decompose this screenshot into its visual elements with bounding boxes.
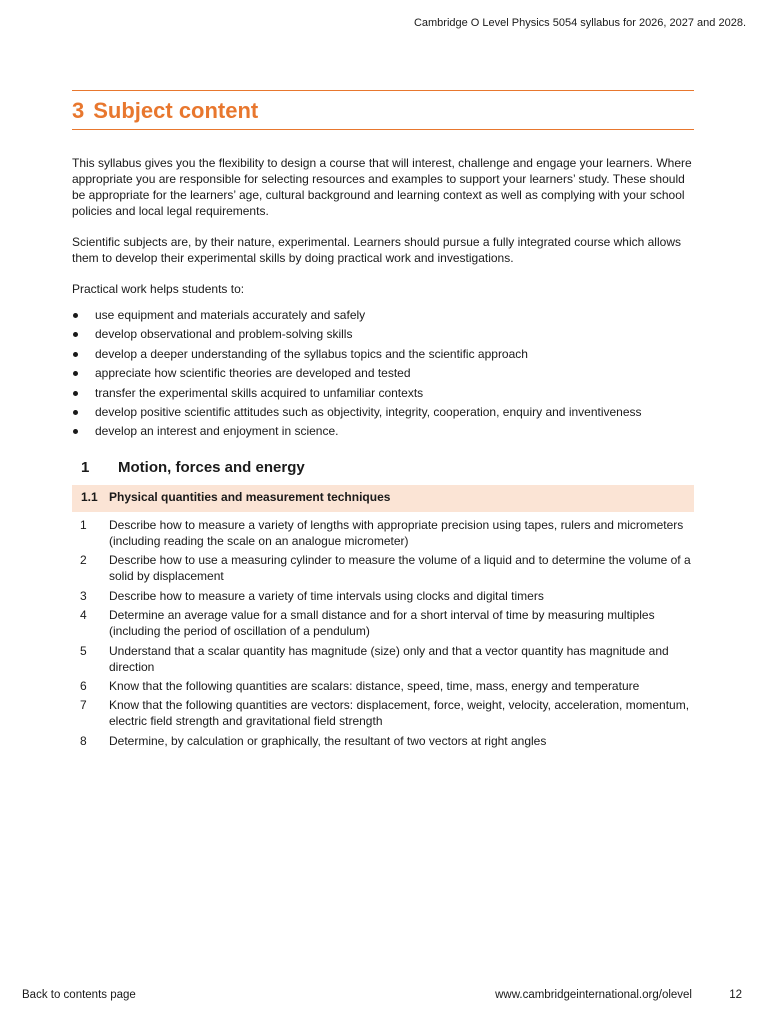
- objective-row: [72, 733, 694, 749]
- bullet-icon: [73, 371, 78, 376]
- bullet-icon: [73, 410, 78, 415]
- list-item: [72, 423, 698, 439]
- objective-text: Describe how to use a measuring cylinder to measure the volume of a liquid and to determine the volume of a solid by displacement: [109, 553, 691, 584]
- objective-row: [72, 552, 694, 584]
- topic-title: Motion, forces and energy: [118, 459, 305, 476]
- subtopic-title: Physical quantities and measurement techniques: [109, 490, 391, 504]
- section-title: Subject content: [93, 98, 259, 123]
- practical-work-list: [72, 307, 698, 439]
- section-number: 3: [72, 98, 85, 123]
- intro-content: [72, 155, 698, 443]
- objective-row: [72, 678, 694, 694]
- objective-number: 8: [80, 733, 87, 748]
- page-number: 12: [729, 989, 742, 1001]
- objective-number: 5: [80, 643, 87, 658]
- bullet-icon: [73, 391, 78, 396]
- bullet-icon: [73, 332, 78, 337]
- objective-text: Describe how to measure a variety of lengths with appropriate precision using tapes, rulers and micrometers (including reading the scale on an analogue micrometer): [109, 518, 684, 548]
- bullet-icon: [73, 313, 78, 318]
- objective-text: Understand that a scalar quantity has magnitude (size) only and that a vector quantity has magnitude and direction: [109, 643, 669, 674]
- topic-number: 1: [81, 459, 90, 476]
- list-item: [72, 404, 698, 420]
- section-heading: [72, 97, 258, 125]
- list-item: [72, 326, 698, 342]
- objective-number: 3: [80, 588, 87, 603]
- objective-text: Know that the following quantities are vectors: displacement, force, weight, velocity, acceleration, momentum, electric field strength and gravitational field strength: [109, 698, 690, 729]
- objective-number: 1: [80, 518, 87, 532]
- intro-paragraph: This syllabus gives you the flexibility to design a course that will interest, challenge and engage your learners. Where appropriate you are responsible for selecting resources and examples to support your learners’ study. These should be appropriate for the learners’ age, cultural background and learning context as well as complying with your school policies and local legal requirements.: [72, 156, 692, 218]
- list-item-text: develop positive scientific attitudes such as objectivity, integrity, cooperation, enquiry and inventiveness: [95, 404, 642, 419]
- document-title: Cambridge O Level Physics 5054 syllabus for 2026, 2027 and 2028.: [413, 17, 746, 29]
- list-item: [72, 365, 698, 381]
- list-item-text: appreciate how scientific theories are developed and tested: [95, 366, 411, 381]
- objective-number: 2: [80, 553, 87, 568]
- list-item-text: use equipment and materials accurately and safely: [95, 308, 366, 322]
- list-item-text: transfer the experimental skills acquired to unfamiliar contexts: [95, 385, 424, 400]
- list-item: [72, 307, 698, 323]
- objective-number: 7: [80, 698, 87, 713]
- list-item: [72, 346, 698, 362]
- section-rule-bottom: [72, 129, 694, 130]
- website-link[interactable]: www.cambridgeinternational.org/olevel: [495, 989, 692, 1001]
- section-rule-top: [72, 90, 694, 91]
- subtopic-header: [72, 485, 694, 512]
- objective-row: [72, 697, 694, 729]
- objective-number: 6: [80, 678, 87, 693]
- list-lead: Practical work helps students to:: [72, 282, 245, 296]
- list-item-text: develop observational and problem-solving skills: [95, 327, 353, 342]
- objective-number: 4: [80, 608, 87, 623]
- list-item-text: develop a deeper understanding of the syllabus topics and the scientific approach: [95, 346, 528, 361]
- objective-row: [72, 588, 694, 604]
- list-item: [72, 385, 698, 401]
- objective-text: Determine, by calculation or graphically, the resultant of two vectors at right angles: [109, 733, 547, 748]
- list-item-text: develop an interest and enjoyment in science.: [95, 424, 339, 439]
- bullet-icon: [73, 352, 78, 357]
- objective-text: Determine an average value for a small distance and for a short interval of time by measuring multiples (including the period of oscillation of a pendulum): [109, 608, 655, 639]
- intro-paragraph: Scientific subjects are, by their nature, experimental. Learners should pursue a fully integrated course which allows them to develop their experimental skills by doing practical work and investigations.: [72, 235, 681, 265]
- topic-heading: [72, 458, 694, 478]
- objective-text: Describe how to measure a variety of time intervals using clocks and digital timers: [109, 588, 544, 603]
- objective-text: Know that the following quantities are scalars: distance, speed, time, mass, energy and temperature: [109, 678, 640, 693]
- back-to-contents-link[interactable]: Back to contents page: [22, 989, 136, 1001]
- objective-row: [72, 517, 694, 549]
- subtopic-number: 1.1: [81, 490, 98, 504]
- objectives-list: [72, 517, 694, 752]
- objective-row: [72, 643, 694, 675]
- objective-row: [72, 607, 694, 639]
- bullet-icon: [73, 429, 78, 434]
